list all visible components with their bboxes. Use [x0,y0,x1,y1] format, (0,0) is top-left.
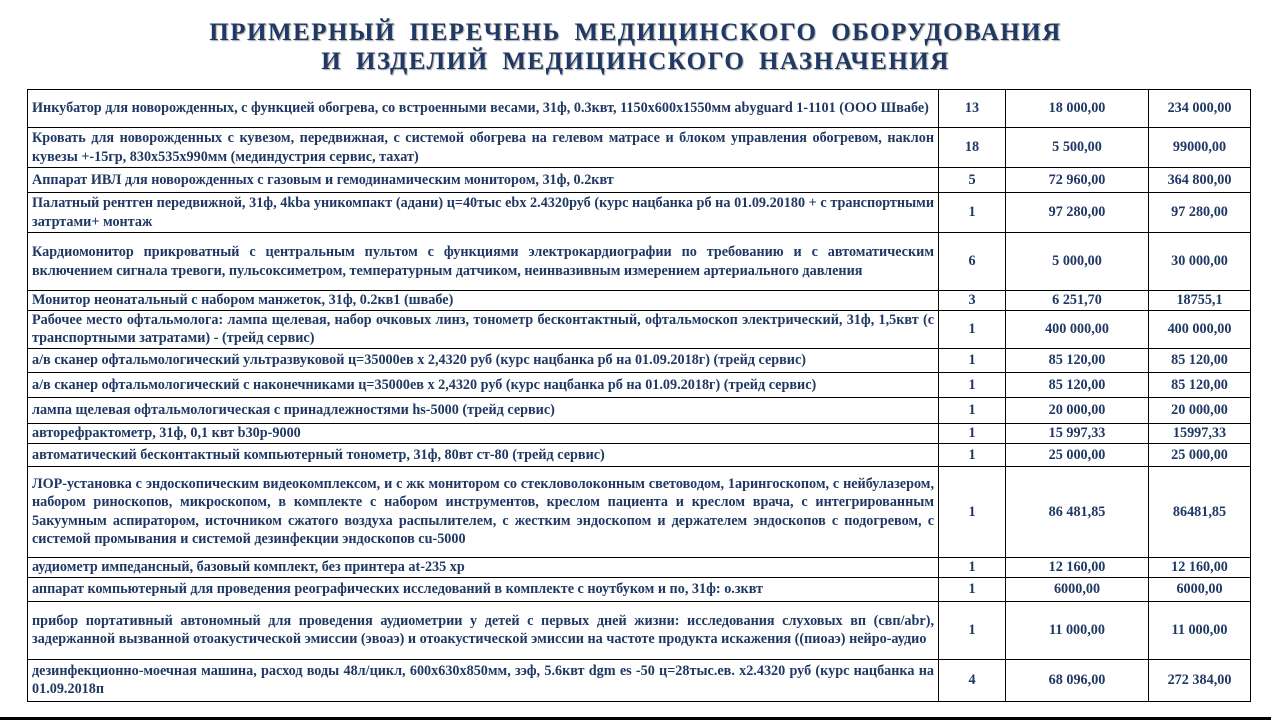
item-price-cell: 11 000,00 [1006,601,1149,659]
page-title [0,18,1271,76]
table-row [28,659,1251,701]
item-quantity-cell: 1 [939,577,1006,601]
table-row [28,372,1251,397]
item-price-cell: 85 120,00 [1006,348,1149,372]
item-price-cell: 20 000,00 [1006,397,1149,423]
item-total-cell: 272 384,00 [1149,659,1251,701]
item-price-cell: 86 481,85 [1006,466,1149,557]
item-quantity-cell: 1 [939,348,1006,372]
table-row [28,168,1251,193]
table-row [28,311,1251,349]
table-row [28,423,1251,443]
item-name-cell: авторефрактометр, 31ф, 0,1 квт b30p-9000 [28,423,939,443]
item-name-cell: автоматический бесконтактный компьютерный тонометр, 31ф, 80вт ст-80 (трейд сервис) [28,443,939,466]
item-name-cell: а/в сканер офтальмологический ультразвуковой ц=35000ев х 2,4320 руб (курс нацбанка рб на 01.09.2018г) (трейд сервис) [28,348,939,372]
item-price-cell: 5 500,00 [1006,128,1149,168]
equipment-table-body [28,90,1251,702]
item-quantity-cell: 1 [939,372,1006,397]
item-price-cell: 68 096,00 [1006,659,1149,701]
item-name-cell: а/в сканер офтальмологический с наконечниками ц=35000ев х 2,4320 руб (курс нацбанка рб на 01.09.2018г) (трейд сервис) [28,372,939,397]
title-line-2: И ИЗДЕЛИЙ МЕДИЦИНСКОГО НАЗНАЧЕНИЯ [321,48,950,75]
item-name-cell: прибор портативный автономный для проведения аудиометрии у детей с первых дней жизни: исследования слуховых вп (свп/abr), задержанной вызванной отоакустической эмиссии (эвоаэ) и отоакустической эмиссии на частоте продукта искажения ((пиоаэ) нейро-аудио [28,601,939,659]
item-total-cell: 86481,85 [1149,466,1251,557]
table-row [28,193,1251,233]
item-quantity-cell: 1 [939,397,1006,423]
item-total-cell: 97 280,00 [1149,193,1251,233]
item-total-cell: 6000,00 [1149,577,1251,601]
title-line-1: ПРИМЕРНЫЙ ПЕРЕЧЕНЬ МЕДИЦИНСКОГО ОБОРУДОВАНИЯ [209,19,1062,46]
item-name-cell: ЛОР-установка с эндоскопическим видеокомплексом, и с жк монитором со стекловолоконным световодом, 1арингоскопом, с нейбулазером, набором риноскопов, микроскопом, в комплекте с набором инструментов, креслом пациента и креслом врача, с интегрированным 5акуумным аспиратором, источником сжатого воздуха распылителем, с жестким эндоскопом и держателем эндоскопов с подогревом, с системой промывания и системой дезинфекции эндоскопов cu-5000 [28,466,939,557]
table-row [28,233,1251,291]
item-price-cell: 5 000,00 [1006,233,1149,291]
item-quantity-cell: 5 [939,168,1006,193]
table-row [28,397,1251,423]
table-row [28,348,1251,372]
table-row [28,90,1251,128]
item-total-cell: 364 800,00 [1149,168,1251,193]
item-total-cell: 85 120,00 [1149,372,1251,397]
table-row [28,601,1251,659]
table-row [28,291,1251,311]
item-name-cell: Кровать для новорожденных с кувезом, передвижная, с системой обогрева на гелевом матрасе и блоком управления обогревом, наклон кувезы +-15гр, 830х535х990мм (мединдустрия сервис, тахат) [28,128,939,168]
item-price-cell: 6000,00 [1006,577,1149,601]
item-quantity-cell: 18 [939,128,1006,168]
item-total-cell: 25 000,00 [1149,443,1251,466]
item-total-cell: 11 000,00 [1149,601,1251,659]
item-name-cell: Монитор неонатальный с набором манжеток, 31ф, 0.2кв1 (швабе) [28,291,939,311]
table-row [28,577,1251,601]
item-total-cell: 12 160,00 [1149,557,1251,577]
item-name-cell: Инкубатор для новорожденных, с функцией обогрева, со встроенными весами, 31ф, 0.3квт, 1150х600х1550мм abyguard 1-1101 (ООО Швабе) [28,90,939,128]
table-row [28,466,1251,557]
table-row [28,557,1251,577]
item-name-cell: Аппарат ИВЛ для новорожденных с газовым и гемодинамическим монитором, 31ф, 0.2квт [28,168,939,193]
item-quantity-cell: 1 [939,423,1006,443]
item-quantity-cell: 4 [939,659,1006,701]
item-total-cell: 15997,33 [1149,423,1251,443]
table-row [28,443,1251,466]
item-price-cell: 72 960,00 [1006,168,1149,193]
item-price-cell: 12 160,00 [1006,557,1149,577]
item-name-cell: аппарат компьютерный для проведения реографических исследований в комплекте с ноутбуком и по, 31ф: о.зквт [28,577,939,601]
item-quantity-cell: 1 [939,443,1006,466]
item-total-cell: 99000,00 [1149,128,1251,168]
item-total-cell: 400 000,00 [1149,311,1251,349]
item-name-cell: дезинфекционно-моечная машина, расход воды 48л/цикл, 600х630х850мм, зэф, 5.6квт dgm es -50 ц=28тыс.ев. х2.4320 руб (курс нацбанка на 01.09.2018п [28,659,939,701]
item-quantity-cell: 3 [939,291,1006,311]
item-name-cell: Палатный рентген передвижной, 31ф, 4kba уникомпакт (адани) ц=40тыс ebx 2.4320руб (курс нацбанка рб на 01.09.20180 + с транспортными затртами+ монтаж [28,193,939,233]
item-name-cell: лампа щелевая офтальмологическая с принадлежностями hs-5000 (трейд сервис) [28,397,939,423]
table-row [28,128,1251,168]
item-price-cell: 85 120,00 [1006,372,1149,397]
item-price-cell: 400 000,00 [1006,311,1149,349]
equipment-table [27,89,1251,702]
item-quantity-cell: 1 [939,193,1006,233]
item-name-cell: Рабочее место офтальмолога: лампа щелевая, набор очковых линз, тонометр бесконтактный, офтальмоскоп электрический, 31ф, 1,5квт (с транспортными затратами) - (трейд сервис) [28,311,939,349]
item-price-cell: 97 280,00 [1006,193,1149,233]
item-name-cell: Кардиомонитор прикроватный с центральным пультом с функциями электрокардиографии по требованию и с автоматическим включением сигнала тревоги, пульсоксиметром, температурным датчиком, неинвазивным измерением артериального давления [28,233,939,291]
item-total-cell: 234 000,00 [1149,90,1251,128]
item-quantity-cell: 13 [939,90,1006,128]
item-quantity-cell: 1 [939,466,1006,557]
item-quantity-cell: 6 [939,233,1006,291]
item-total-cell: 18755,1 [1149,291,1251,311]
item-total-cell: 20 000,00 [1149,397,1251,423]
item-quantity-cell: 1 [939,557,1006,577]
item-name-cell: аудиометр импедансный, базовый комплект, без принтера at-235 хр [28,557,939,577]
item-quantity-cell: 1 [939,311,1006,349]
item-price-cell: 25 000,00 [1006,443,1149,466]
item-total-cell: 30 000,00 [1149,233,1251,291]
item-price-cell: 15 997,33 [1006,423,1149,443]
item-quantity-cell: 1 [939,601,1006,659]
item-total-cell: 85 120,00 [1149,348,1251,372]
item-price-cell: 6 251,70 [1006,291,1149,311]
item-price-cell: 18 000,00 [1006,90,1149,128]
